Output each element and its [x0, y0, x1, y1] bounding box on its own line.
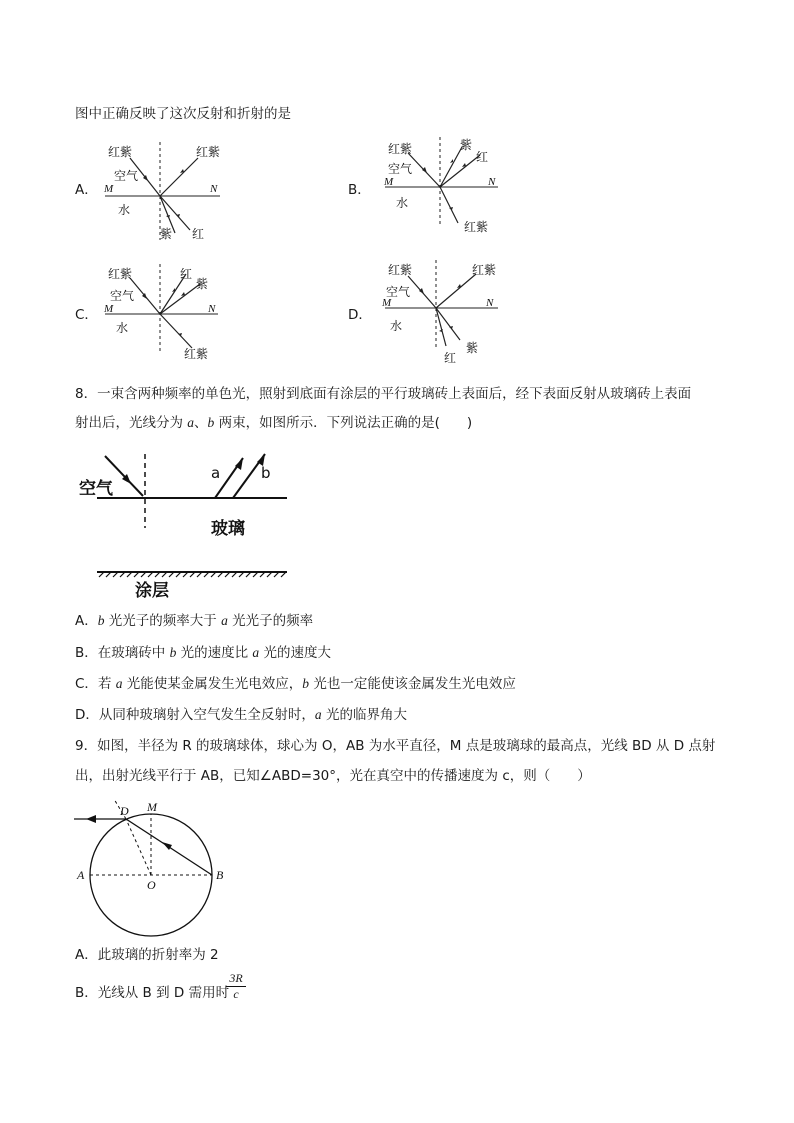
label-coating: 涂层: [135, 581, 169, 601]
q7-option-c-diagram: [100, 262, 230, 367]
label-m: M: [104, 183, 114, 195]
fraction-denominator: c: [233, 987, 239, 1001]
label-n: N: [210, 183, 218, 195]
label-hong: 红: [192, 227, 205, 241]
label-hongzi: 红紫: [472, 263, 497, 277]
label-hongzi: 红紫: [108, 145, 133, 159]
q8-option-c: C．若 a 光能使某金属发生光电效应，b 光也一定能使该金属发生光电效应: [75, 676, 516, 692]
label-glass: 玻璃: [211, 519, 245, 539]
q8-option-a: A．b 光光子的频率大于 a 光光子的频率: [75, 613, 314, 629]
q7-stem-tail: 图中正确反映了这次反射和折射的是: [75, 106, 291, 122]
label-n: N: [486, 297, 494, 309]
q7-option-b-letter: B．: [348, 182, 371, 198]
label-zi: 紫: [460, 138, 473, 152]
q9-stem-line1: 9．如图，半径为 R 的玻璃球体，球心为 O，AB 为水平直径，M 点是玻璃球的最高点，光线 BD 从 D 点射: [75, 738, 716, 754]
label-water: 水: [396, 196, 409, 210]
label-d: D: [120, 804, 129, 818]
label-water: 水: [116, 321, 129, 335]
label-m: M: [384, 176, 394, 188]
fraction-numerator: 3R: [226, 971, 246, 987]
label-zi: 紫: [466, 341, 479, 355]
q8-stem-line2: 射出后，光线分为 a、b 两束，如图所示．下列说法正确的是( ): [75, 415, 473, 431]
label-zi: 紫: [160, 227, 173, 241]
label-b: b: [261, 464, 271, 482]
label-hongzi: 红紫: [196, 145, 221, 159]
label-air: 空气: [110, 289, 135, 303]
label-air: 空气: [386, 285, 411, 299]
label-m: M: [382, 297, 392, 309]
q7-option-b-diagram: [380, 135, 510, 245]
q9-option-a: A．此玻璃的折射率为 2: [75, 947, 219, 963]
label-hongzi: 红紫: [184, 347, 209, 361]
label-zi: 紫: [196, 277, 209, 291]
label-hongzi: 红紫: [464, 220, 489, 234]
label-o: O: [147, 878, 156, 892]
label-m: M: [147, 800, 157, 814]
label-hongzi: 红紫: [108, 267, 133, 281]
label-hong: 红: [476, 150, 489, 164]
q9-option-b-fraction: [226, 971, 246, 1002]
label-water: 水: [118, 203, 131, 217]
label-a: A: [77, 868, 85, 882]
q7-option-c-letter: C．: [75, 307, 98, 323]
label-m: M: [104, 303, 114, 315]
q8-option-d: D．从同种玻璃射入空气发生全反射时，a 光的临界角大: [75, 707, 407, 723]
q7-option-a-letter: A．: [75, 182, 98, 198]
label-n: N: [488, 176, 496, 188]
q8-figure: [75, 448, 295, 601]
label-hongzi: 红紫: [388, 263, 413, 277]
q7-option-a-diagram: [100, 140, 230, 250]
q8-option-b: B．在玻璃砖中 b 光的速度比 a 光的速度大: [75, 645, 331, 661]
q7-option-d-diagram: [380, 258, 510, 368]
label-water: 水: [390, 319, 403, 333]
label-a: a: [211, 464, 221, 482]
q8-stem-line1: 8．一束含两种频率的单色光，照射到底面有涂层的平行玻璃砖上表面后，经下表面反射从玻璃砖上表面: [75, 386, 692, 402]
label-air: 空气: [114, 169, 139, 183]
q7-option-d-letter: D．: [348, 307, 372, 323]
label-hong: 红: [180, 267, 193, 281]
label-hongzi: 红紫: [388, 142, 413, 156]
label-hong: 红: [444, 351, 457, 365]
label-air: 空气: [79, 479, 113, 499]
q9-figure: [70, 795, 240, 935]
label-b: B: [216, 868, 224, 882]
q9-stem-line2: 出，出射光线平行于 AB，已知∠ABD=30°，光在真空中的传播速度为 c，则（ ）: [75, 768, 591, 784]
label-air: 空气: [388, 162, 413, 176]
q9-option-b-text: B．光线从 B 到 D 需用时: [75, 985, 230, 1001]
label-n: N: [208, 303, 216, 315]
